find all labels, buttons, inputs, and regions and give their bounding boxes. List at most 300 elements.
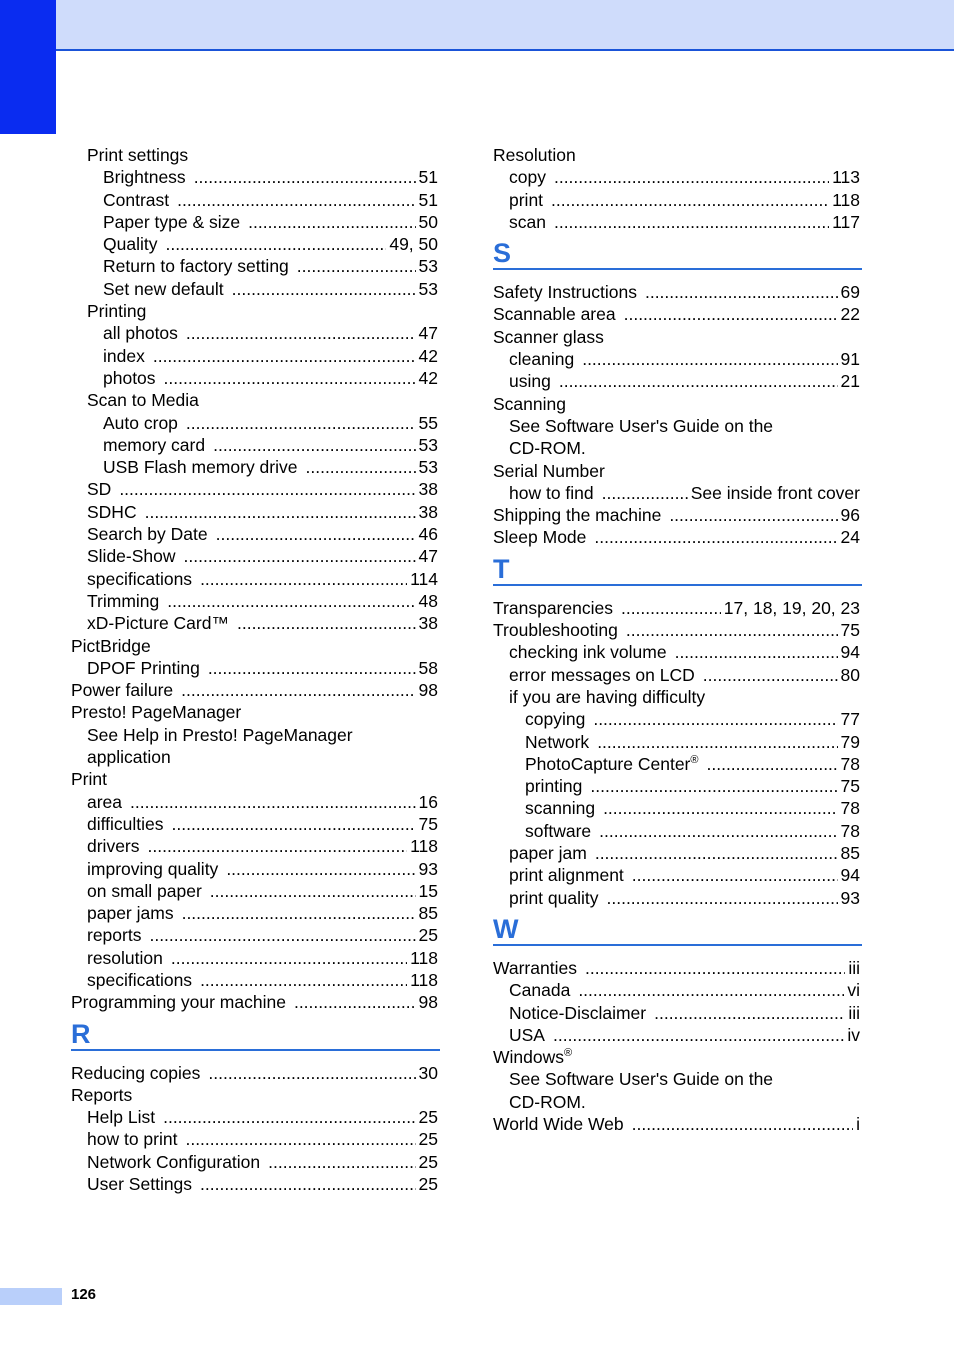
index-page-ref: 80 <box>840 664 860 685</box>
index-entry-label <box>493 326 604 348</box>
index-entry-text: Scannable area <box>493 304 616 325</box>
index-entry <box>493 211 860 233</box>
dot-leader <box>632 1113 853 1135</box>
index-entry <box>493 326 860 348</box>
index-page-ref: iii <box>848 1002 860 1023</box>
index-entry-text: Transparencies <box>493 597 613 618</box>
index-entry <box>493 189 860 211</box>
index-entry <box>71 568 438 590</box>
index-entry <box>493 460 860 482</box>
dot-leader <box>626 619 838 641</box>
dot-leader <box>582 348 837 370</box>
index-entry <box>71 478 438 500</box>
index-page-ref: 47 <box>418 546 438 567</box>
index-page-ref: iv <box>847 1024 860 1045</box>
index-letter: T <box>493 553 510 584</box>
index-page-ref: 58 <box>418 657 438 678</box>
index-entry-label <box>103 255 289 277</box>
index-entry-text: Canada <box>509 980 571 1001</box>
index-entry-label <box>493 303 616 325</box>
section-rule <box>71 1049 440 1051</box>
index-entry-label <box>509 437 586 459</box>
index-entry-text: cleaning <box>509 349 575 370</box>
dot-leader <box>194 166 416 188</box>
index-entry <box>71 1062 438 1084</box>
index-entry <box>71 1151 438 1173</box>
index-entry-text: Return to factory setting <box>103 256 289 277</box>
index-entry-text: print alignment <box>509 865 624 886</box>
dot-leader <box>597 731 837 753</box>
dot-leader <box>119 478 415 500</box>
index-entry-text: difficulties <box>87 813 164 834</box>
index-entry-text: Safety Instructions <box>493 282 637 303</box>
index-entry <box>71 545 438 567</box>
index-entry-label <box>87 724 353 746</box>
dot-leader <box>200 568 407 590</box>
index-entry <box>71 501 438 523</box>
index-page-ref: 25 <box>418 1174 438 1195</box>
dot-leader <box>551 189 829 211</box>
index-entry-text: if you are having difficulty <box>509 686 706 707</box>
index-entry-label <box>493 957 577 979</box>
index-entry-label <box>493 144 576 166</box>
index-entry <box>493 1091 860 1113</box>
dot-leader <box>553 1024 844 1046</box>
index-entry-label <box>493 597 613 619</box>
index-entry-label <box>71 768 107 790</box>
index-entry <box>71 278 438 300</box>
index-entry-text: Windows <box>493 1047 564 1068</box>
header-bar <box>0 0 954 51</box>
index-entry <box>493 393 860 415</box>
index-entry <box>71 434 438 456</box>
index-entry-label <box>103 211 240 233</box>
index-page-ref: 77 <box>840 709 860 730</box>
index-entry-label <box>509 415 773 437</box>
dot-leader <box>632 864 838 886</box>
index-entry <box>493 641 860 663</box>
index-entry-text: on small paper <box>87 880 202 901</box>
index-entry-label <box>509 686 705 708</box>
index-page-ref: 21 <box>840 371 860 392</box>
index-entry-label <box>493 1046 572 1068</box>
index-entry-label <box>103 412 178 434</box>
index-entry <box>71 523 438 545</box>
dot-leader <box>148 835 408 857</box>
dot-leader <box>603 797 837 819</box>
dot-leader <box>607 887 838 909</box>
index-entry-label <box>103 456 298 478</box>
index-letter-heading <box>493 912 860 957</box>
section-rule <box>493 584 862 586</box>
index-entry-text: drivers <box>87 836 140 857</box>
index-entry-text: application <box>87 747 171 768</box>
index-entry-label <box>493 281 637 303</box>
index-page-ref: 47 <box>418 323 438 344</box>
index-entry-text: Scanning <box>493 393 566 414</box>
dot-leader <box>669 504 837 526</box>
registered-mark: ® <box>690 754 699 766</box>
index-entry <box>71 969 438 991</box>
dot-leader <box>181 679 415 701</box>
index-entry-label <box>509 887 599 909</box>
index-entry <box>71 389 438 411</box>
index-entry <box>493 1046 860 1068</box>
index-entry-text: all photos <box>103 323 178 344</box>
index-page-ref: See inside front cover <box>690 482 860 503</box>
index-page-ref: 50 <box>418 211 438 232</box>
index-entry <box>71 300 438 322</box>
dot-leader <box>210 880 416 902</box>
index-page-ref: 25 <box>418 1129 438 1150</box>
index-entry-text: See Software User's Guide on the <box>509 415 774 436</box>
index-entry-text: paper jam <box>509 843 587 864</box>
index-entry-label <box>87 835 140 857</box>
index-entry-label <box>509 348 574 370</box>
index-page-ref: 117 <box>832 211 860 232</box>
dot-leader <box>186 322 416 344</box>
index-entry-label <box>509 482 594 504</box>
index-letter: R <box>71 1018 91 1049</box>
index-entry-text: Scan to Media <box>87 390 199 411</box>
index-entry <box>493 437 860 459</box>
index-page-ref: 53 <box>418 256 438 277</box>
index-entry-label <box>103 233 157 255</box>
section-rule <box>493 944 862 946</box>
index-page-ref: 51 <box>418 167 438 188</box>
index-page-ref: 25 <box>418 1151 438 1172</box>
index-entry-label <box>525 820 591 842</box>
index-page-ref: 25 <box>418 925 438 946</box>
dot-leader <box>578 979 844 1001</box>
index-letter: W <box>493 913 519 944</box>
index-entry-label <box>87 478 111 500</box>
index-entry-text: Notice-Disclaimer <box>509 1002 647 1023</box>
index-entry-text: index <box>103 345 145 366</box>
index-entry-label <box>509 641 667 663</box>
index-entry <box>493 504 860 526</box>
index-entry-label <box>493 619 618 641</box>
dot-leader <box>200 969 407 991</box>
index-entry-label <box>87 791 122 813</box>
dot-leader <box>654 1002 845 1024</box>
index-entry-label <box>87 1173 192 1195</box>
index-entry-text: checking ink volume <box>509 642 667 663</box>
index-entry <box>71 947 438 969</box>
index-entry <box>71 590 438 612</box>
index-entry <box>493 370 860 392</box>
index-entry <box>71 1084 438 1106</box>
index-entry <box>493 775 860 797</box>
index-entry-label <box>87 1106 155 1128</box>
index-page-ref: 53 <box>418 434 438 455</box>
dot-leader <box>164 367 416 389</box>
index-entry-label <box>87 924 141 946</box>
index-entry-label <box>87 858 218 880</box>
index-page-ref: 24 <box>840 527 860 548</box>
index-entry <box>71 456 438 478</box>
index-entry <box>71 724 438 746</box>
index-page-ref: 98 <box>418 992 438 1013</box>
index-entry-text: error messages on LCD <box>509 664 695 685</box>
index-page-ref: 53 <box>418 457 438 478</box>
index-entry-label <box>493 393 566 415</box>
dot-leader <box>645 281 838 303</box>
index-entry-text: paper jams <box>87 903 174 924</box>
index-entry-label <box>509 1068 773 1090</box>
index-page-ref: 38 <box>418 479 438 500</box>
index-entry-text: copying <box>525 709 586 730</box>
index-letter-heading <box>493 552 860 597</box>
index-page-ref: 38 <box>418 613 438 634</box>
index-entry-text: SDHC <box>87 501 137 522</box>
index-page-ref: 17, 18, 19, 20, 23 <box>723 597 860 618</box>
index-entry-text: copy <box>509 167 546 188</box>
dot-leader <box>182 902 416 924</box>
index-entry <box>71 679 438 701</box>
index-entry-label <box>509 370 551 392</box>
index-entry <box>71 345 438 367</box>
index-page-ref: 25 <box>418 1107 438 1128</box>
index-entry <box>71 412 438 434</box>
index-entry-text: reports <box>87 925 142 946</box>
index-entry-label <box>509 166 546 188</box>
index-entry <box>71 612 438 634</box>
index-page-ref: 30 <box>418 1062 438 1083</box>
dot-leader <box>554 166 829 188</box>
index-entry-text: scanning <box>525 798 596 819</box>
dot-leader <box>559 370 838 392</box>
index-entry-label <box>525 708 585 730</box>
dot-leader <box>130 791 416 813</box>
dot-leader <box>216 523 416 545</box>
index-entry <box>71 211 438 233</box>
index-entry <box>493 526 860 548</box>
index-entry <box>71 233 438 255</box>
index-page-ref: 48 <box>418 590 438 611</box>
index-entry <box>493 303 860 325</box>
index-entry <box>493 842 860 864</box>
index-entry-text: specifications <box>87 568 193 589</box>
index-entry <box>493 166 860 188</box>
index-entry-label <box>525 753 699 775</box>
index-letter: S <box>493 238 512 269</box>
index-entry-label <box>509 979 570 1001</box>
index-entry <box>493 708 860 730</box>
index-page-ref: 93 <box>418 858 438 879</box>
index-page-ref: 114 <box>410 568 438 589</box>
dot-leader <box>208 657 416 679</box>
dot-leader <box>232 278 416 300</box>
index-entry-text: See Help in Presto! PageManager <box>87 724 353 745</box>
index-entry-label <box>71 1084 132 1106</box>
dot-leader <box>163 1106 415 1128</box>
index-page-ref: 94 <box>840 642 860 663</box>
index-entry-label <box>71 1062 200 1084</box>
index-entry-label <box>103 367 156 389</box>
index-page-ref: 85 <box>418 903 438 924</box>
index-entry-label <box>87 144 188 166</box>
index-entry-text: See Software User's Guide on the <box>509 1069 774 1090</box>
index-page-ref: 16 <box>418 791 438 812</box>
index-entry-text: Reports <box>71 1084 133 1105</box>
index-entry <box>493 619 860 641</box>
index-entry-label <box>87 880 202 902</box>
index-page-ref: 69 <box>840 282 860 303</box>
index-entry <box>493 731 860 753</box>
index-entry <box>493 1113 860 1135</box>
dot-leader <box>593 708 837 730</box>
index-entry-label <box>87 590 159 612</box>
index-entry-label <box>87 389 199 411</box>
index-page-ref: 75 <box>418 813 438 834</box>
index-page-ref: 22 <box>840 304 860 325</box>
index-entry <box>493 864 860 886</box>
index-entry <box>71 1128 438 1150</box>
index-entry-label <box>87 300 146 322</box>
index-entry <box>71 144 438 166</box>
index-entry-text: Serial Number <box>493 460 605 481</box>
index-entry-text: Contrast <box>103 189 170 210</box>
index-entry-text: SD <box>87 479 112 500</box>
dot-leader <box>621 597 721 619</box>
index-entry-label <box>493 460 605 482</box>
index-entry-label <box>87 545 176 567</box>
dot-leader <box>297 255 416 277</box>
dot-leader <box>675 641 838 663</box>
index-entry-text: Slide-Show <box>87 546 176 567</box>
dot-leader <box>624 303 838 325</box>
index-entry-label <box>87 902 174 924</box>
index-entry-label <box>509 864 624 886</box>
index-entry <box>493 1068 860 1090</box>
index-entry-label <box>87 746 171 768</box>
index-page-ref: 42 <box>418 367 438 388</box>
index-page-ref: 49, 50 <box>389 234 438 255</box>
index-entry <box>71 902 438 924</box>
dot-leader <box>306 456 416 478</box>
index-entry-text: PictBridge <box>71 635 151 656</box>
index-column-left <box>71 144 438 1195</box>
index-entry <box>71 657 438 679</box>
index-entry <box>493 597 860 619</box>
index-entry-text: Shipping the machine <box>493 505 662 526</box>
index-entry-text: scan <box>509 211 546 232</box>
index-entry <box>493 281 860 303</box>
index-entry-label <box>87 947 163 969</box>
index-entry-text: Print <box>71 769 107 790</box>
index-page-ref: 53 <box>418 278 438 299</box>
index-page-ref: vi <box>847 980 860 1001</box>
dot-leader <box>248 211 415 233</box>
index-entry-text: DPOF Printing <box>87 657 200 678</box>
index-page-ref: 118 <box>410 947 438 968</box>
index-page-ref: 51 <box>418 189 438 210</box>
index-page-ref: 96 <box>840 505 860 526</box>
index-page-ref: 118 <box>832 189 860 210</box>
index-entry-label <box>509 1091 586 1113</box>
index-entry-text: Reducing copies <box>71 1062 201 1083</box>
index-entry-label <box>493 1113 624 1135</box>
index-page-ref: 113 <box>832 167 860 188</box>
index-page-ref: 118 <box>410 836 438 857</box>
dot-leader <box>226 858 415 880</box>
index-entry <box>71 880 438 902</box>
index-entry-text: using <box>509 371 551 392</box>
index-entry-label <box>103 278 224 300</box>
dot-leader <box>165 233 386 255</box>
index-entry-label <box>87 1151 260 1173</box>
index-entry-text: photos <box>103 367 156 388</box>
index-entry-text: printing <box>525 776 583 797</box>
index-entry <box>493 415 860 437</box>
index-entry-label <box>87 523 208 545</box>
index-entry-text: print quality <box>509 887 599 908</box>
index-entry-text: specifications <box>87 969 193 990</box>
index-page-ref: 94 <box>840 865 860 886</box>
index-entry-label <box>71 679 173 701</box>
index-entry <box>493 753 860 775</box>
index-entry <box>493 957 860 979</box>
index-entry <box>71 813 438 835</box>
index-entry <box>71 835 438 857</box>
index-page-ref: 55 <box>418 412 438 433</box>
index-entry-text: Brightness <box>103 167 186 188</box>
index-entry-label <box>103 345 145 367</box>
index-entry-text: Paper type & size <box>103 211 241 232</box>
index-entry-text: improving quality <box>87 858 219 879</box>
index-entry-text: Troubleshooting <box>493 620 618 641</box>
index-page-ref: 46 <box>418 524 438 545</box>
index-page-ref: 78 <box>840 753 860 774</box>
index-entry-text: xD-Picture Card™ <box>87 613 229 634</box>
index-page-ref: 75 <box>840 776 860 797</box>
index-entry-text: Trimming <box>87 590 160 611</box>
chapter-tab <box>0 0 56 134</box>
index-entry-label <box>87 1128 177 1150</box>
index-entry-label <box>87 612 229 634</box>
index-entry <box>493 144 860 166</box>
index-entry-label <box>87 568 192 590</box>
index-entry-text: Printing <box>87 301 147 322</box>
index-entry <box>71 858 438 880</box>
index-entry-label <box>87 501 137 523</box>
index-entry-text: Set new default <box>103 278 224 299</box>
dot-leader <box>554 211 829 233</box>
dot-leader <box>294 991 416 1013</box>
index-entry-text: CD-ROM. <box>509 1091 586 1112</box>
index-entry-label <box>71 701 241 723</box>
index-entry-text: Programming your machine <box>71 992 286 1013</box>
index-entry <box>493 820 860 842</box>
page-number-bar <box>0 1288 62 1305</box>
dot-leader <box>153 345 416 367</box>
index-entry <box>493 686 860 708</box>
index-entry-text: Resolution <box>493 145 576 165</box>
index-page-ref: 91 <box>840 349 860 370</box>
index-entry <box>493 1002 860 1024</box>
dot-leader <box>184 545 416 567</box>
index-entry <box>493 348 860 370</box>
index-entry <box>493 887 860 909</box>
index-page-ref: iii <box>848 957 860 978</box>
index-entry-label <box>87 657 200 679</box>
dot-leader <box>167 590 415 612</box>
index-entry-label <box>509 842 587 864</box>
index-entry <box>493 664 860 686</box>
dot-leader <box>594 526 837 548</box>
index-entry <box>493 1024 860 1046</box>
